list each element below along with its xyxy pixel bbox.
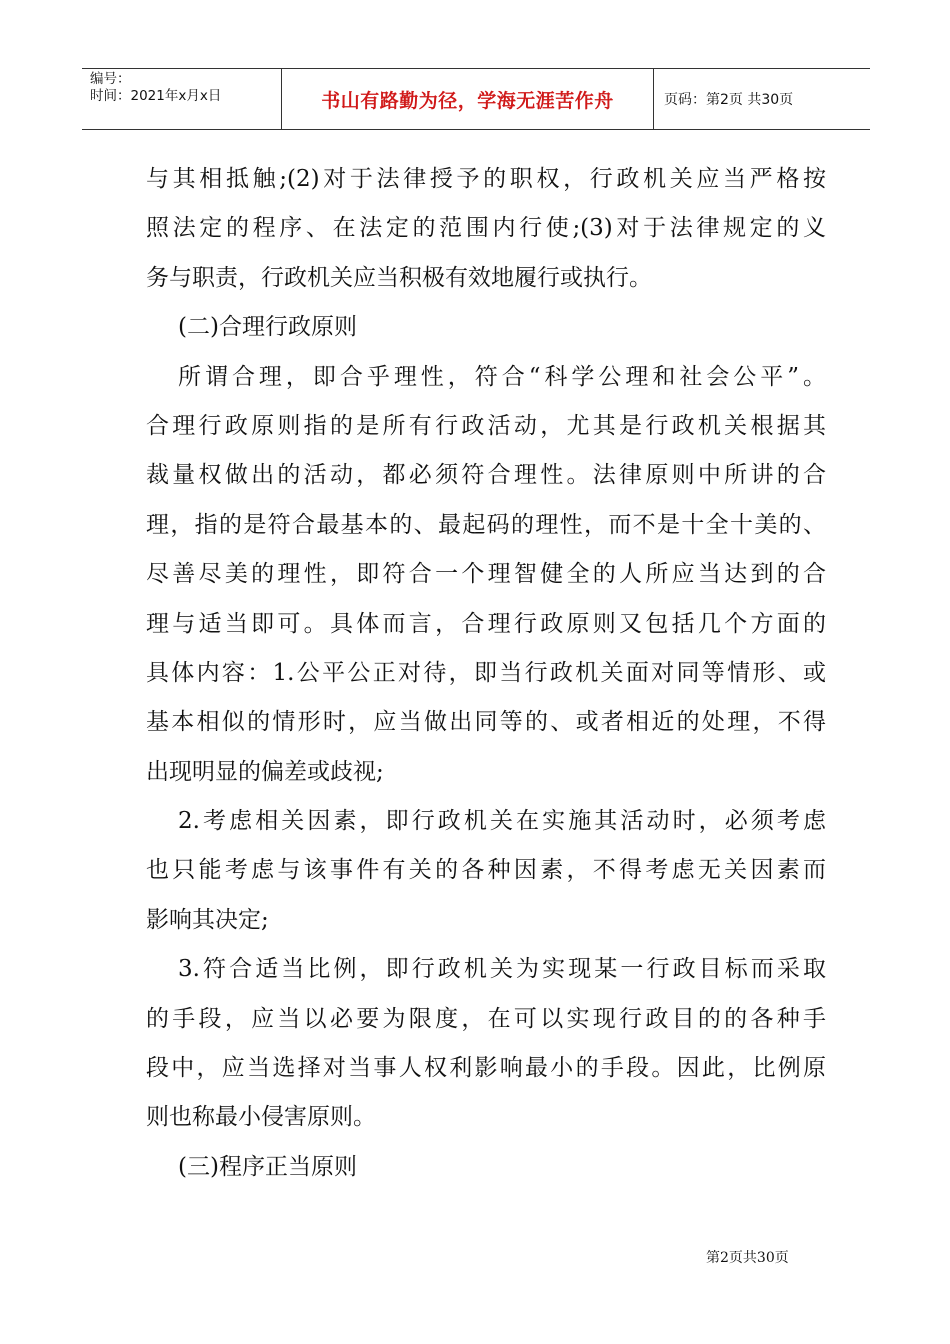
body-line: 2.考虑相关因素，即行政机关在实施其活动时，必须考虑 [178,808,826,835]
body-line: 理与适当即可。具体而言，合理行政原则又包括几个方面的 [146,610,826,637]
page-footer [706,1247,789,1267]
body-line: 裁量权做出的活动，都必须符合理性。法律原则中所讲的合 [146,462,826,489]
document-number-label: 编号： [90,71,131,87]
header-meta [82,69,282,129]
body-line: 合理行政原则指的是所有行政活动，尤其是行政机关根据其 [146,412,826,439]
body-line: 出现明显的偏差或歧视; [146,758,384,785]
header-page-info: 页码：第2页 共30页 [664,92,794,108]
body-line: 影响其决定; [146,906,269,933]
body-line: 具体内容：1.公平公正对待，即当行政机关面对同等情形、或 [146,659,826,686]
document-body [146,155,826,1192]
body-line: 段中，应当选择对当事人权利影响最小的手段。因此，比例原 [146,1055,826,1082]
footer-page-label: 第2页共30页 [706,1250,789,1266]
body-line: 的手段，应当以必要为限度，在可以实现行政目的的各种手 [146,1005,826,1032]
body-line: (三)程序正当原则 [178,1153,357,1180]
header-page-cell [654,69,870,129]
body-line: 照法定的程序、在法定的范围内行使;(3)对于法律规定的义 [146,215,826,242]
body-line: 所谓合理，即合乎理性，符合“科学公理和社会公平”。 [178,363,826,390]
body-line: 则也称最小侵害原则。 [146,1104,376,1131]
body-line: 务与职责，行政机关应当积极有效地履行或执行。 [146,264,652,291]
body-line: (二)合理行政原则 [178,314,357,341]
body-line: 3.符合适当比例，即行政机关为实现某一行政目标而采取 [178,956,826,983]
body-line: 也只能考虑与该事件有关的各种因素，不得考虑无关因素而 [146,857,826,884]
header-motto: 书山有路勤为径，学海无涯苦作舟 [321,89,614,112]
header-motto-cell [282,69,654,129]
document-header [82,68,870,130]
body-line: 尽善尽美的理性，即符合一个理智健全的人所应当达到的合 [146,561,826,588]
document-time-label: 时间：2021年x月x日 [90,88,222,104]
body-line: 基本相似的情形时，应当做出同等的、或者相近的处理，不得 [146,709,826,736]
body-line: 理，指的是符合最基本的、最起码的理性，而不是十全十美的、 [146,511,826,538]
body-line: 与其相抵触;(2)对于法律授予的职权，行政机关应当严格按 [146,166,826,192]
